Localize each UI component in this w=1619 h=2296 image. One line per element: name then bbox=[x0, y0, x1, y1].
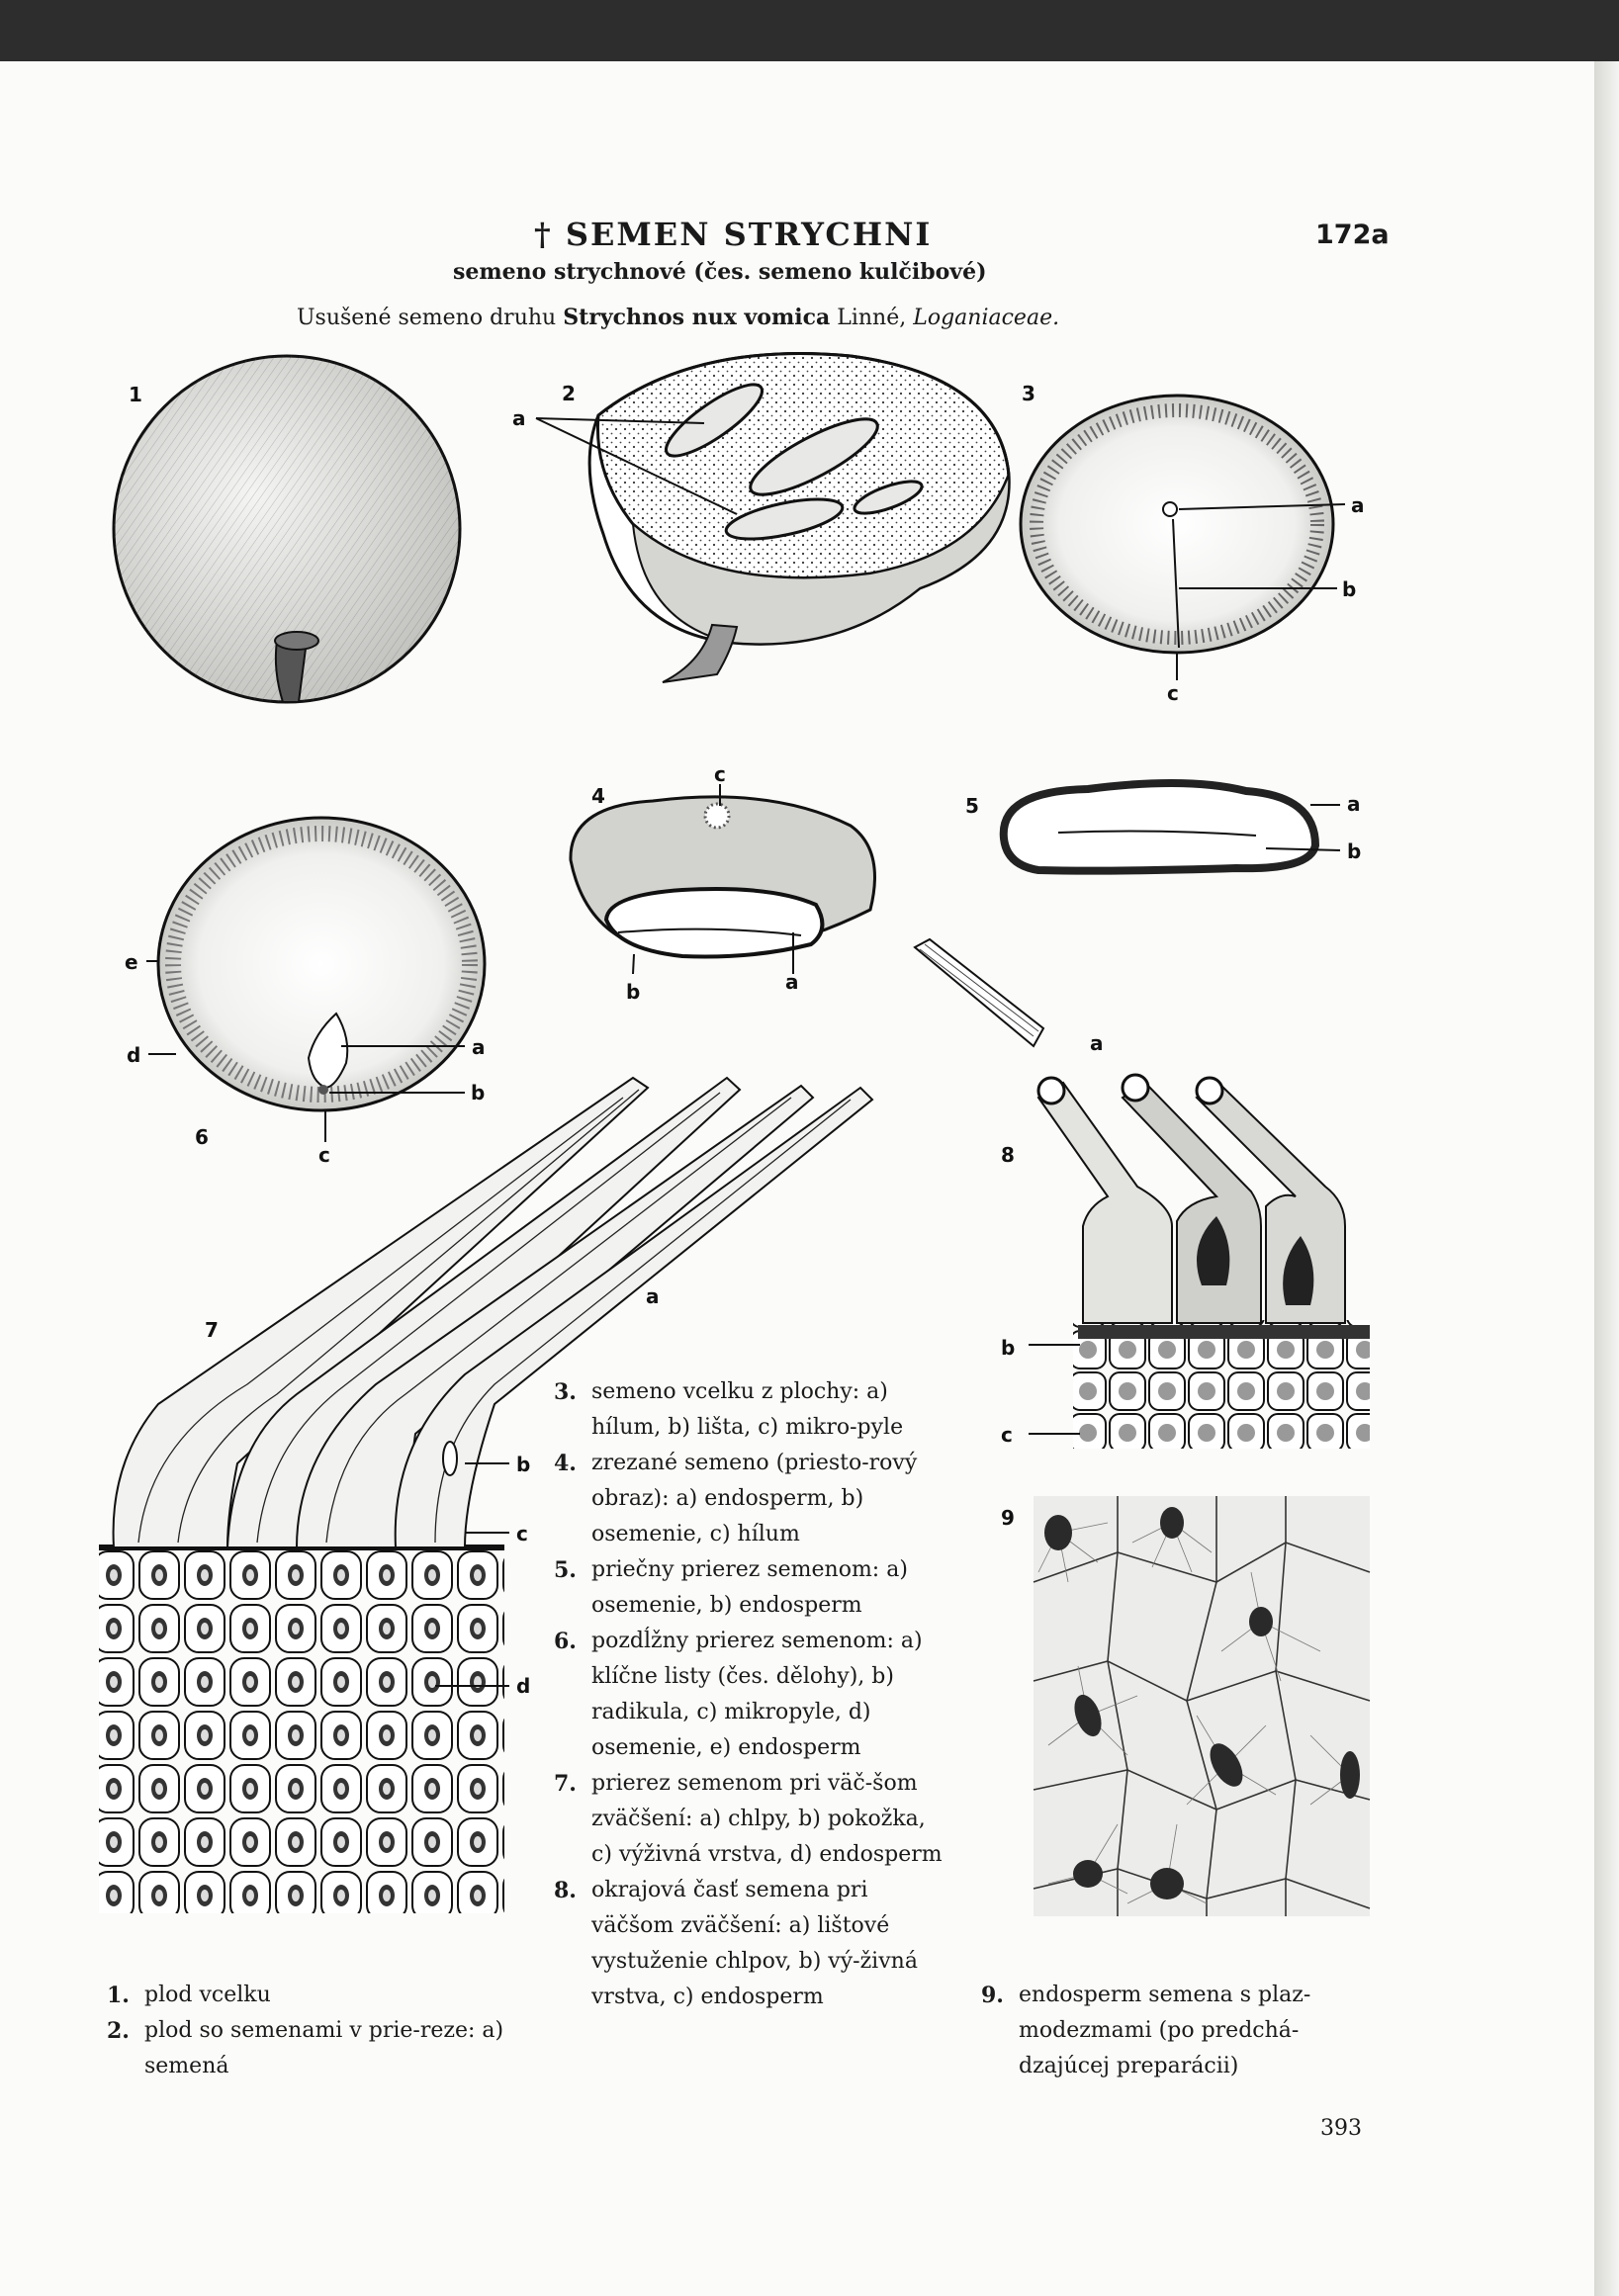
fig2-fruit-section bbox=[536, 354, 1009, 683]
fig3-number: 3 bbox=[1022, 382, 1035, 405]
caption-8-number: 8. bbox=[554, 1878, 577, 1903]
caption-6-text: pozdĺžny prierez semenom: a) klíčne listy (čes. dělohy), b) radikula, c) mikropyle, d) osemenie, e) endosperm bbox=[591, 1629, 923, 1760]
fig2-label-a: a bbox=[512, 406, 526, 430]
fig3-label-c: c bbox=[1167, 681, 1179, 705]
caption-7-number: 7. bbox=[554, 1771, 577, 1797]
fig3-label-a: a bbox=[1351, 493, 1365, 517]
caption-3 bbox=[554, 1374, 944, 1446]
fig5-label-a: a bbox=[1347, 792, 1361, 816]
caption-8 bbox=[554, 1873, 944, 2015]
caption-group-middle bbox=[554, 1374, 944, 2015]
fig6-label-a: a bbox=[472, 1035, 486, 1059]
fig1-whole-fruit bbox=[114, 356, 460, 702]
caption-9-number: 9. bbox=[981, 1983, 1004, 2008]
caption-1 bbox=[107, 1978, 522, 2013]
caption-group-right bbox=[981, 1978, 1377, 2084]
page-number: 393 bbox=[1320, 2116, 1362, 2141]
source-author: Linné, bbox=[830, 306, 914, 330]
caption-8-text: okrajová časť semena pri väčšom zväčšení: a) lištové vystuženie chlpov, b) vý-živná vrstva, c) endosperm bbox=[591, 1878, 918, 2009]
caption-2 bbox=[107, 2013, 522, 2084]
fig5-transverse-section bbox=[1004, 783, 1340, 871]
caption-2-text: plod so semenami v prie-reze: a) semená bbox=[144, 2018, 504, 2078]
fig2-number: 2 bbox=[562, 382, 576, 405]
caption-4-number: 4. bbox=[554, 1451, 577, 1476]
caption-5-number: 5. bbox=[554, 1557, 577, 1583]
source-family: Loganiaceae. bbox=[913, 306, 1060, 330]
fig7-label-a: a bbox=[646, 1284, 660, 1308]
source-species: Strychnos nux vomica bbox=[563, 305, 831, 330]
caption-1-number: 1. bbox=[107, 1983, 130, 2008]
fig4-label-c: c bbox=[714, 762, 726, 786]
source-prefix: Usušené semeno druhu bbox=[297, 306, 564, 330]
caption-1-text: plod vcelku bbox=[144, 1983, 271, 2007]
caption-2-number: 2. bbox=[107, 2018, 130, 2044]
caption-9 bbox=[981, 1978, 1377, 2084]
caption-3-text: semeno vcelku z plochy: a) hílum, b) lišta, c) mikro-pyle bbox=[591, 1379, 904, 1440]
fig6-number: 6 bbox=[195, 1125, 209, 1149]
caption-4 bbox=[554, 1446, 944, 1552]
fig8-label-a: a bbox=[1090, 1031, 1104, 1055]
fig5-label-b: b bbox=[1347, 839, 1362, 863]
fig1-number: 1 bbox=[129, 383, 142, 406]
fig7-label-b: b bbox=[516, 1453, 531, 1476]
fig8-marginal-part bbox=[915, 939, 1370, 1449]
fig7-label-d: d bbox=[516, 1674, 531, 1698]
fig6-longitudinal-section bbox=[146, 818, 485, 1142]
fig6-label-d: d bbox=[127, 1043, 141, 1067]
fig3-seed-surface bbox=[1021, 396, 1345, 680]
caption-6 bbox=[554, 1624, 944, 1766]
fig4-label-a: a bbox=[785, 970, 799, 994]
caption-7-text: prierez semenom pri väč-šom zväčšení: a) chlpy, b) pokožka, c) výživná vrstva, d) endosperm bbox=[591, 1771, 943, 1867]
caption-4-text: zrezané semeno (priesto-rový obraz): a) endosperm, b) osemenie, c) hílum bbox=[591, 1451, 918, 1546]
fig6-label-e: e bbox=[125, 950, 138, 974]
fig7-number: 7 bbox=[205, 1318, 219, 1342]
fig4-label-b: b bbox=[626, 980, 641, 1004]
caption-group-left bbox=[107, 1978, 522, 2084]
caption-6-number: 6. bbox=[554, 1629, 577, 1654]
caption-9-text: endosperm semena s plaz-modezmami (po predchá-dzajúcej preparácii) bbox=[1019, 1983, 1311, 2078]
caption-5 bbox=[554, 1552, 944, 1624]
fig6-label-c: c bbox=[318, 1143, 330, 1167]
fig8-label-b: b bbox=[1001, 1336, 1016, 1360]
fig9-number: 9 bbox=[1001, 1506, 1015, 1530]
fig9-endosperm-micrograph bbox=[1034, 1496, 1370, 1916]
fig6-label-b: b bbox=[471, 1081, 486, 1104]
fig8-label-c: c bbox=[1001, 1423, 1013, 1447]
caption-7 bbox=[554, 1766, 944, 1873]
fig5-number: 5 bbox=[965, 794, 979, 818]
fig7-label-c: c bbox=[516, 1522, 528, 1545]
fig4-cut-seed bbox=[571, 784, 875, 974]
caption-3-number: 3. bbox=[554, 1379, 577, 1405]
caption-5-text: priečny prierez semenom: a) osemenie, b) endosperm bbox=[591, 1557, 908, 1618]
fig4-number: 4 bbox=[591, 784, 605, 808]
plate-number: 172a bbox=[1315, 220, 1390, 250]
plate-subtitle: semeno strychnové (čes. semeno kulčibové) bbox=[453, 259, 987, 285]
plate-title: † SEMEN STRYCHNI bbox=[534, 216, 933, 253]
fig8-number: 8 bbox=[1001, 1143, 1015, 1167]
fig3-label-b: b bbox=[1342, 577, 1357, 601]
